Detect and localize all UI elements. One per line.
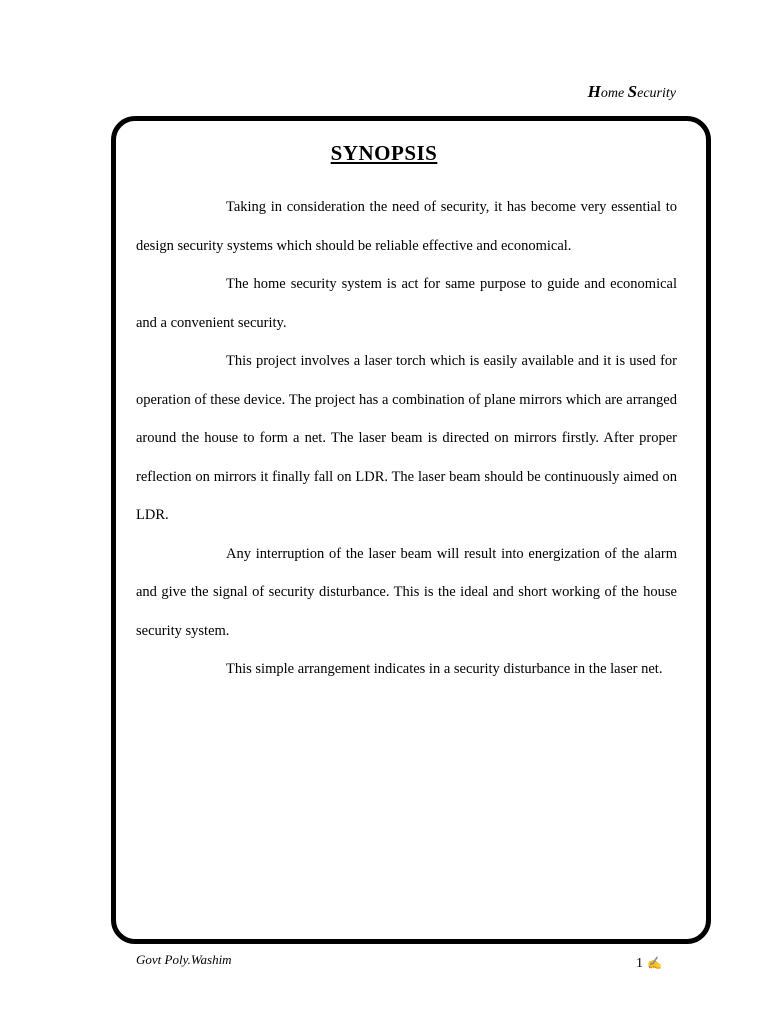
paragraph: Any interruption of the laser beam will result into energization of the alarm and give the signal of security disturbance. This is the ideal and short working of the house security system. xyxy=(136,545,677,639)
page-title: SYNOPSIS xyxy=(330,141,438,165)
header-part-ecurity: ecurity xyxy=(637,86,676,101)
paragraph: Taking in consideration the need of security, it has become very essential to design security systems which should be reliable effective and economical. xyxy=(136,199,677,254)
paragraph: The home security system is act for same purpose to guide and economical and a convenient security. xyxy=(136,276,677,331)
header-initial-s: S xyxy=(627,82,638,101)
header-initial-h: H xyxy=(587,82,601,101)
page-number: 1 xyxy=(636,956,644,971)
document-body xyxy=(136,188,677,689)
footer-page xyxy=(636,956,662,972)
running-header xyxy=(588,82,676,102)
writing-hand-icon: ✍ xyxy=(647,956,662,970)
footer-institution: Govt Poly.Washim xyxy=(136,952,232,967)
paragraph: This simple arrangement indicates in a security disturbance in the laser net. xyxy=(226,661,663,677)
header-part-ome: ome xyxy=(600,86,628,101)
paragraph: This project involves a laser torch which is easily available and it is used for operation of these device. The project has a combination of plane mirrors which are arranged around the house to form a net. The laser beam is directed on mirrors firstly. After proper reflection on mirrors it finally fall on LDR. The laser beam should be continuously aimed on LDR. xyxy=(136,353,677,523)
